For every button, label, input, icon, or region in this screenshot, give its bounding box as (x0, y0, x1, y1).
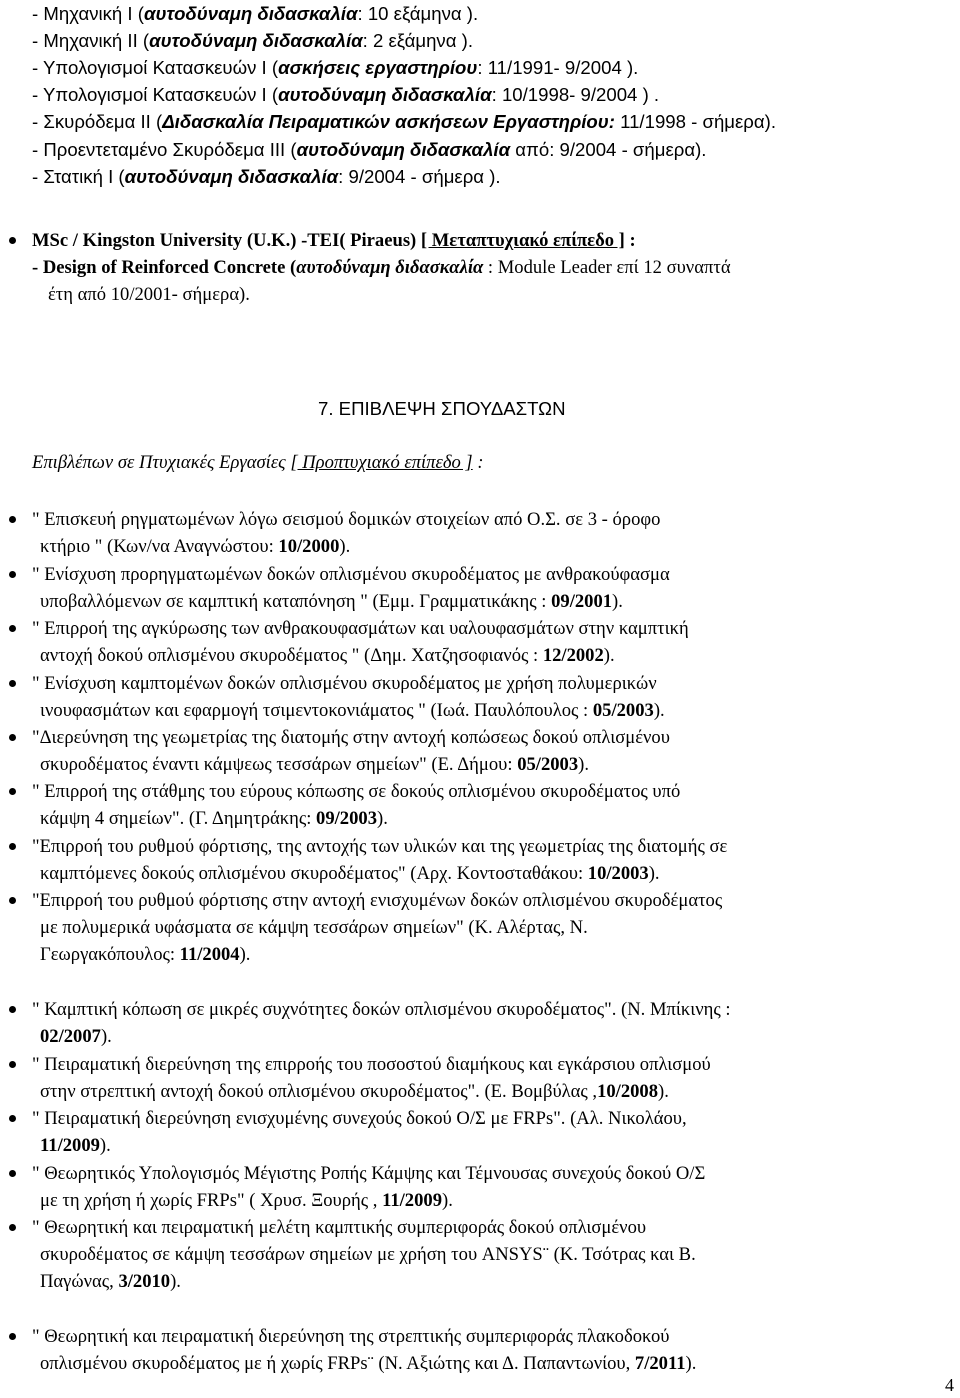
course-line: - Στατική Ι (αυτοδύναμη διδασκαλία: 9/2004 - σήμερα ). (32, 166, 501, 187)
list-item: " Πειραματική διερεύνηση ενισχυμένης συνεχούς δοκού Ο/Σ με FRPs". (Αλ. Νικολάου, (32, 1108, 687, 1129)
msc-course-line-cont: έτη από 10/2001- σήμερα). (48, 284, 250, 305)
bullet-icon (9, 571, 16, 578)
list-item: " Θεωρητική και πειραματική μελέτη καμπτικής συμπεριφοράς δοκού οπλισμένου (32, 1217, 647, 1238)
course-line: - Υπολογισμοί Κατασκευών Ι (αυτοδύναμη διδασκαλία: 10/1998- 9/2004 ) . (32, 84, 660, 105)
list-item: " Θεωρητικός Υπολογισμός Μέγιστης Ροπής Κάμψης και Τέμνουσας συνεχούς δοκού Ο/Σ (32, 1163, 706, 1184)
course-line: - Μηχανική Ι (αυτοδύναμη διδασκαλία: 10 εξάμηνα ). (32, 3, 479, 24)
bullet-icon (9, 680, 16, 687)
list-item-cont: κτήριο " (Κων/να Αναγνώστου: 10/2000). (40, 536, 351, 557)
course-line: - Υπολογισμοί Κατασκευών Ι (ασκήσεις εργαστηρίου: 11/1991- 9/2004 ). (32, 57, 639, 78)
list-item-cont: υποβαλλόμενων σε καμπτική καταπόνηση " (Εμμ. Γραμματικάκης : 09/2001). (40, 591, 623, 612)
bullet-icon (9, 1061, 16, 1068)
list-item: " Επισκευή ρηγματωμένων λόγω σεισμού δομικών στοιχείων από Ο.Σ. σε 3 - όροφο (32, 509, 661, 530)
bullet-icon (9, 1170, 16, 1177)
section-title: 7. ΕΠΙΒΛΕΨΗ ΣΠΟΥΔΑΣΤΩΝ (318, 398, 566, 419)
list-item-cont: κάμψη 4 σημείων". (Γ. Δημητράκης: 09/2003). (40, 808, 388, 829)
list-item-cont: αντοχή δοκού οπλισμένου σκυροδέματος " (Δημ. Χατζησοφιανός : 12/2002). (40, 645, 615, 666)
list-item-cont: σκυροδέματος έναντι κάμψεως τεσσάρων σημείων" (Ε. Δήμου: 05/2003). (40, 754, 589, 775)
bullet-icon (9, 237, 16, 244)
list-item-cont: με πολυμερικά υφάσματα σε κάμψη τεσσάρων σημείων" (Κ. Αλέρτας, Ν. (40, 917, 588, 938)
bullet-icon (9, 1224, 16, 1231)
list-item: " Επιρροή της αγκύρωσης των ανθρακουφασμάτων και υαλουφασμάτων στην καμπτική (32, 618, 689, 639)
page-number: 4 (945, 1375, 954, 1395)
bullet-icon (9, 897, 16, 904)
section-subtitle: Επιβλέπων σε Πτυχιακές Εργασίες [ Προπτυχιακό επίπεδο ] : (32, 452, 484, 473)
list-item-cont: στην στρεπτική αντοχή δοκού οπλισμένου σκυροδέματος". (Ε. Βομβύλας ,10/2008). (40, 1081, 669, 1102)
bullet-icon (9, 625, 16, 632)
bullet-icon (9, 516, 16, 523)
bullet-icon (9, 1333, 16, 1340)
list-item: " Ενίσχυση καμπτομένων δοκών οπλισμένου σκυροδέματος με χρήση πολυμερικών (32, 673, 657, 694)
list-item: " Καμπτική κόπωση σε μικρές συχνότητες δοκών οπλισμένου σκυροδέματος". (Ν. Μπίκινης : (32, 999, 731, 1020)
list-item-cont: Παγώνας, 3/2010). (40, 1271, 181, 1292)
list-item: " Ενίσχυση προρηγματωμένων δοκών οπλισμένου σκυροδέματος με ανθρακούφασμα (32, 564, 670, 585)
bullet-icon (9, 1006, 16, 1013)
list-item: " Επιρροή της στάθμης του εύρους κόπωσης σε δοκούς οπλισμένου σκυροδέματος υπό (32, 781, 681, 802)
bullet-icon (9, 1115, 16, 1122)
course-line: - Σκυρόδεμα ΙΙ (Διδασκαλία Πειραματικών ασκήσεων Εργαστηρίου: 11/1998 - σήμερα). (32, 111, 776, 132)
list-item-cont: καμπτόμενες δοκούς οπλισμένου σκυροδέματος" (Αρχ. Κοντοσταθάκου: 10/2003). (40, 863, 660, 884)
list-item-cont: ινουφασμάτων και εφαρμογή τσιμεντοκονιάματος " (Ιωά. Παυλόπουλος : 05/2003). (40, 700, 665, 721)
list-item: "Διερεύνηση της γεωμετρίας της διατομής στην αντοχή κοπώσεως δοκού οπλισμένου (32, 727, 670, 748)
list-item-cont: σκυροδέματος σε κάμψη τεσσάρων σημείων με χρήση του ANSYS¨ (Κ. Τσότρας και Β. (40, 1244, 696, 1265)
list-item: " Πειραματική διερεύνηση της επιρροής του ποσοστού διαμήκους και εγκάρσιου οπλισμού (32, 1054, 711, 1075)
course-line: - Μηχανική ΙΙ (αυτοδύναμη διδασκαλία: 2 εξάμηνα ). (32, 30, 473, 51)
msc-heading: MSc / Kingston University (U.K.) -TEI( Piraeus) [ Μεταπτυχιακό επίπεδο ] : (32, 230, 636, 251)
list-item: " Θεωρητική και πειραματική διερεύνηση της στρεπτικής συμπεριφοράς πλακοδοκού (32, 1326, 670, 1347)
list-item-cont: οπλισμένου σκυροδέματος με ή χωρίς FRPs¨ (Ν. Αξιώτης και Δ. Παπαντωνίου, 7/2011). (40, 1353, 697, 1374)
course-line: - Προεντεταμένο Σκυρόδεμα ΙΙΙ (αυτοδύναμη διδασκαλία από: 9/2004 - σήμερα). (32, 139, 707, 160)
bullet-icon (9, 843, 16, 850)
list-item: "Επιρροή του ρυθμού φόρτισης στην αντοχή ενισχυμένων δοκών οπλισμένου σκυροδέματος (32, 890, 723, 911)
msc-course-line: - Design of Reinforced Concrete (αυτοδύναμη διδασκαλία : Module Leader επί 12 συναπτά (32, 257, 731, 278)
bullet-icon (9, 788, 16, 795)
list-item-cont: με τη χρήση ή χωρίς FRPs" ( Χρυσ. Ξουρής , 11/2009). (40, 1190, 453, 1211)
bullet-icon (9, 734, 16, 741)
list-item-cont: Γεωργακόπουλος: 11/2004). (40, 944, 251, 965)
list-item-cont: 02/2007). (40, 1026, 112, 1047)
list-item-cont: 11/2009). (40, 1135, 111, 1156)
list-item: "Επιρροή του ρυθμού φόρτισης, της αντοχής των υλικών και της γεωμετρίας της διατομής σε (32, 836, 728, 857)
